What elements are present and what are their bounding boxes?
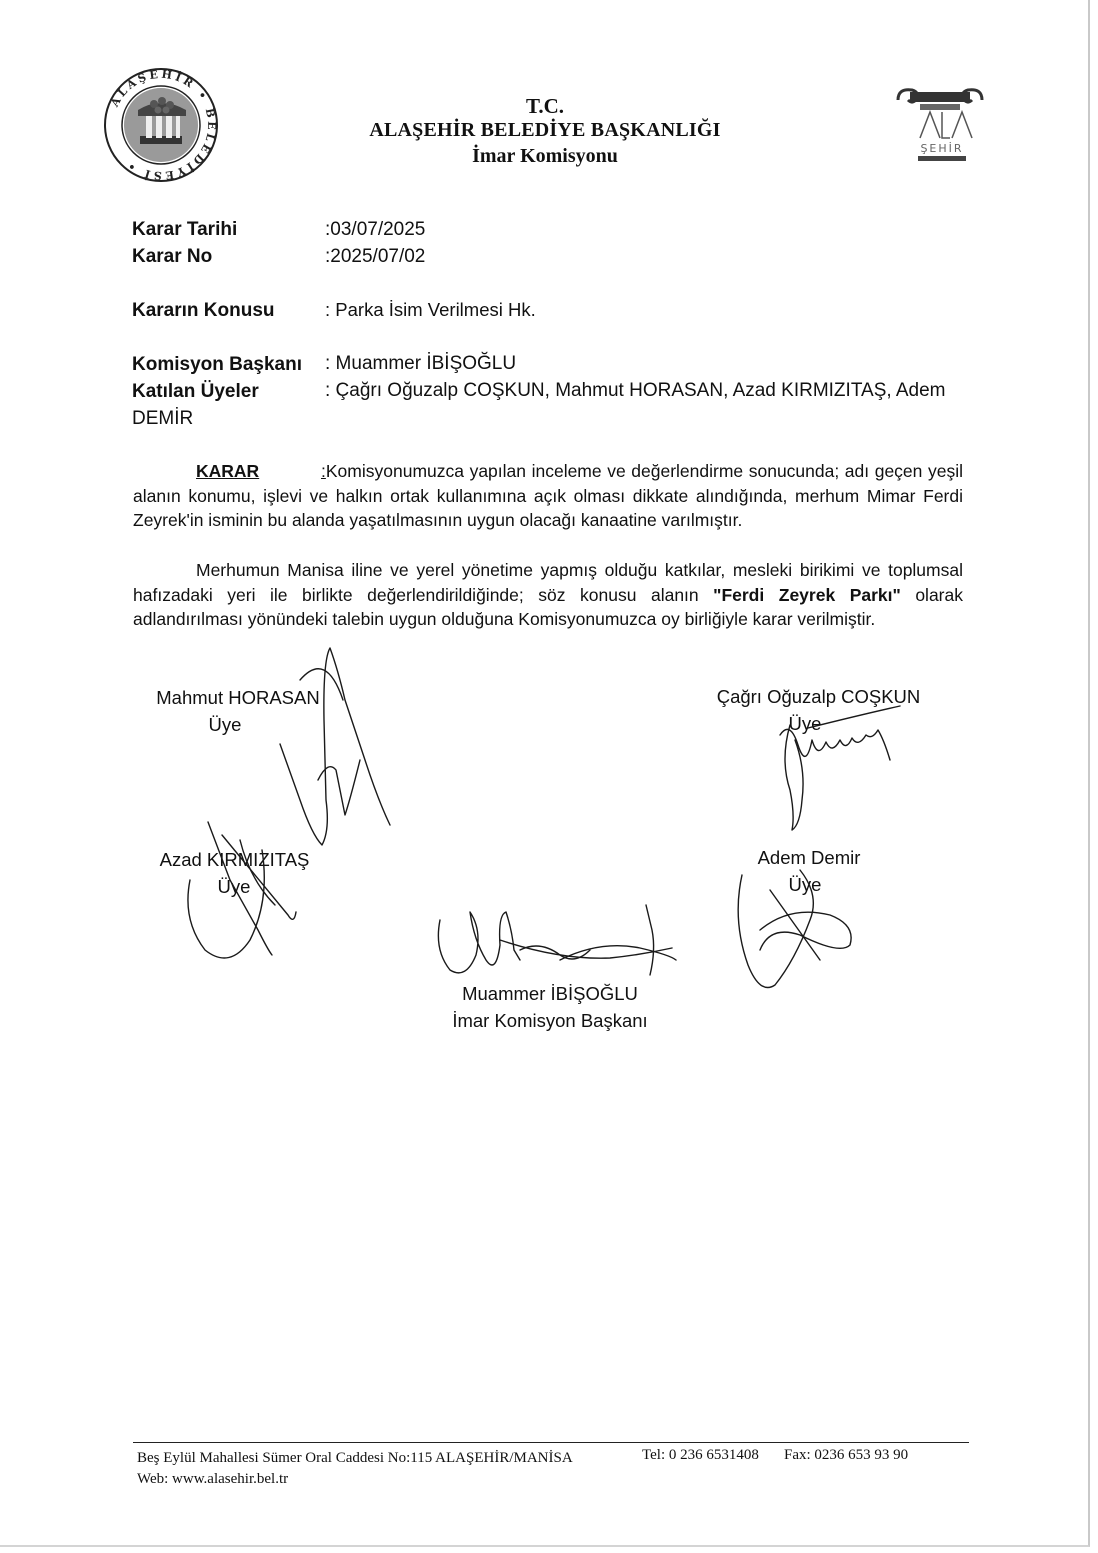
- signer-4-role: Üye: [788, 874, 822, 895]
- park-name: "Ferdi Zeyrek Parkı": [713, 584, 901, 605]
- uyeler-value: : Çağrı Oğuzalp COŞKUN, Mahmut HORASAN, Azad KIRMIZITAŞ, Adem: [325, 380, 946, 401]
- municipality-seal-logo: [100, 64, 222, 186]
- svg-text:ALAŞEHİR • BELEDİYESİ •: ALAŞEHİR • BELEDİYESİ •: [108, 67, 219, 183]
- karar-no-label: Karar No: [132, 246, 213, 267]
- karar-paragraph-2: [133, 558, 963, 632]
- signer-3-name: Azad KIRMIZITAŞ: [159, 849, 310, 870]
- signer-5-role: İmar Komisyon Başkanı: [452, 1010, 648, 1031]
- karar-label: KARAR: [196, 461, 260, 481]
- signer-2-name: Çağrı Oğuzalp COŞKUN: [716, 686, 921, 707]
- karar-paragraph: [133, 459, 963, 533]
- konu-value: : Parka İsim Verilmesi Hk.: [325, 299, 536, 320]
- para2-text-b: olarak adlandırılması yönündeki talebin uygun olduğuna Komisyonumuzca oy birliğiyle karar verilmiştir.: [133, 584, 963, 629]
- svg-text:ŞEHİR: ŞEHİR: [920, 142, 964, 155]
- karar-tarihi-label: Karar Tarihi: [132, 219, 238, 240]
- footer-web: Web: www.alasehir.bel.tr: [137, 1471, 289, 1487]
- signer-1-name: Mahmut HORASAN: [156, 687, 320, 708]
- signer-2-role: Üye: [788, 713, 822, 734]
- alasehir-logo: [890, 84, 990, 164]
- footer-tel: Tel: 0 236 6531408: [642, 1447, 759, 1463]
- karar-colon: :: [321, 461, 326, 481]
- uyeler-label: Katılan Üyeler: [132, 381, 259, 402]
- signer-5-name: Muammer İBİŞOĞLU: [462, 983, 638, 1004]
- uyeler-continued: DEMİR: [132, 408, 194, 429]
- header-municipality: ALAŞEHİR BELEDİYE BAŞKANLIĞI: [369, 119, 721, 141]
- footer-divider: [133, 1442, 969, 1443]
- footer-fax: Fax: 0236 653 93 90: [784, 1447, 909, 1463]
- signer-4-name: Adem Demir: [757, 847, 861, 868]
- karar-no-value: :2025/07/02: [325, 246, 426, 267]
- baskan-label: Komisyon Başkanı: [132, 354, 302, 375]
- konu-label: Kararın Konusu: [132, 300, 275, 321]
- footer-address: Beş Eylül Mahallesi Sümer Oral Caddesi No:115 ALAŞEHİR/MANİSA: [137, 1450, 573, 1466]
- karar-text: Komisyonumuzca yapılan inceleme ve değerlendirme sonucunda; adı geçen yeşil alanın konumu, işlevi ve halkın ortak kullanımına açık olması dikkate alındığında, merhum Mimar Ferdi Zeyrek'in isminin bu alanda yaşatılmasının uygun olacağı kanaatine varılmıştır.: [133, 461, 963, 530]
- signer-3-role: Üye: [217, 876, 251, 897]
- baskan-value: : Muammer İBİŞOĞLU: [325, 353, 517, 374]
- karar-tarihi-value: :03/07/2025: [325, 219, 426, 240]
- header-commission: İmar Komisyonu: [472, 145, 618, 167]
- para2-text-a: Merhumun Manisa iline ve yerel yönetime yapmış olduğu katkılar, mesleki birikimi ve toplumsal hafızadaki yeri ile birlikte değerlendirildiğinde; söz konusu alanın: [133, 560, 963, 605]
- signer-1-role: Üye: [208, 714, 242, 735]
- header-tc: T.C.: [525, 94, 565, 118]
